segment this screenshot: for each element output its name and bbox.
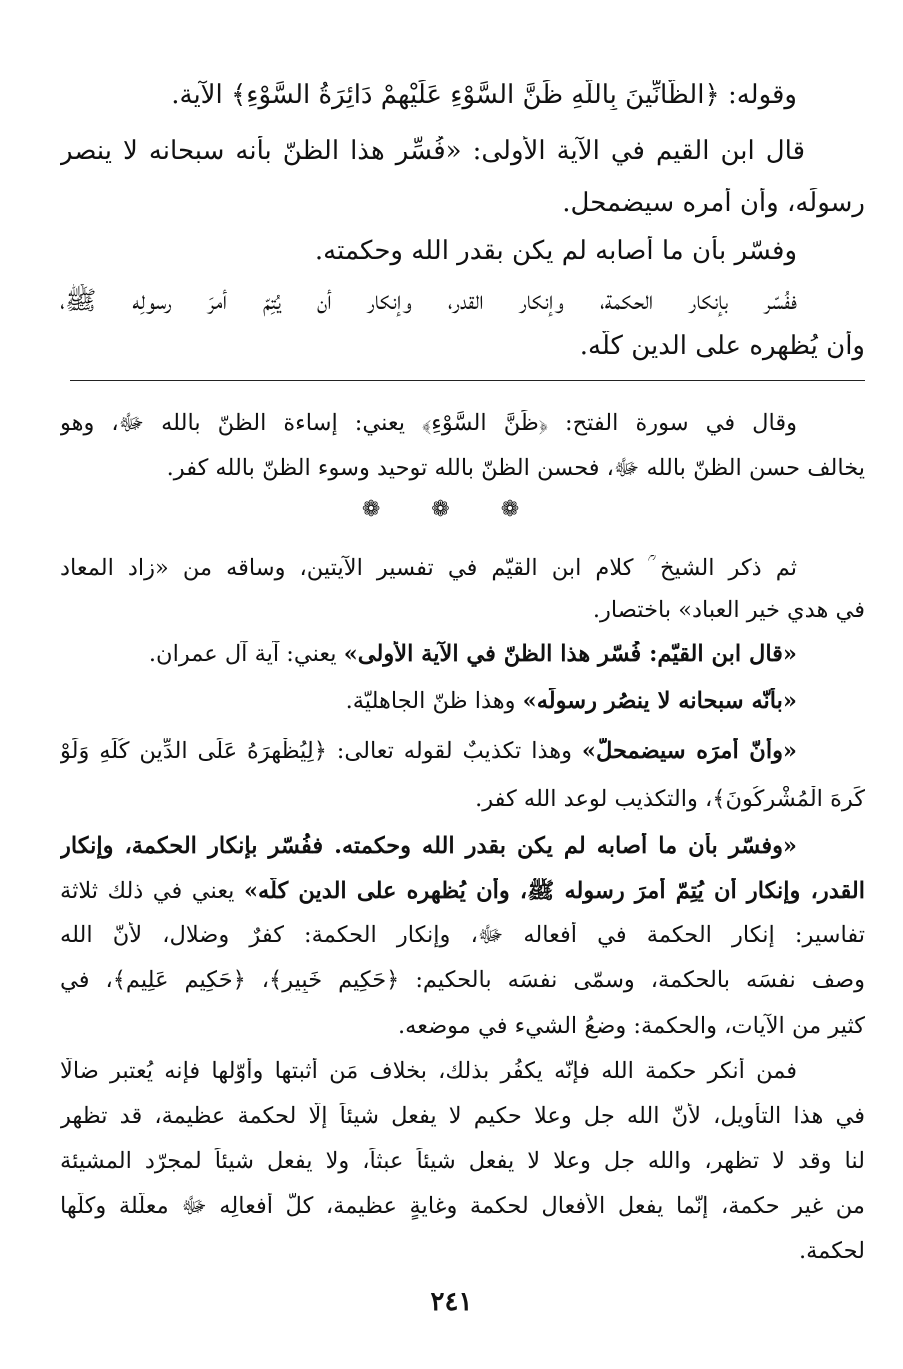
quoted-text: «بأنّه سبحانه لا ينصُر رسولَه» bbox=[522, 688, 797, 714]
text-line: ففُسّر بإنكار الحكمة، وإنكار القدر، وإنكار أن يُتِمّ أمرَ رسولِه ﷺ، bbox=[60, 286, 797, 316]
text-line: لنا وقد لا تظهر، والله جل وعلا لا يفعل شيئاً عبثاً، ولا يفعل شيئاً لمجرّد المشيئة bbox=[60, 1148, 865, 1174]
text-line: فمن أنكر حكمة الله فإنّه يكفُر بذلك، بخلاف مَن أثبتها وأوّلها فإنه يُعتبر ضالًّا bbox=[60, 1058, 797, 1084]
quoted-text: «وأنّ أمرَه سيضمحلّ» bbox=[581, 738, 797, 764]
text-line bbox=[60, 878, 865, 910]
text-line: وأن يُظهره على الدين كلّه. bbox=[579, 331, 865, 361]
text-line: وقوله: ﴿الظَّانِّينَ بِاللَّهِ ظَنَّ السَّوْءِ عَلَيْهِمْ دَائِرَةُ السَّوْءِ﴾ الآية. bbox=[171, 80, 797, 110]
commentary-text: يعني: آية آل عمران. bbox=[148, 641, 344, 667]
text-line: قال ابن القيم في الآية الأولى: «فُسِّر هذا الظنّ بأنه سبحانه لا ينصر bbox=[60, 136, 805, 166]
text-line: في هذا التأويل، لأنّ الله جل وعلا حكيم لا يفعل شيئاً إلّا لحكمة عظيمة، قد تظهر bbox=[60, 1103, 865, 1129]
text-line: في هدي خيرِ العباد» باختصار. bbox=[592, 597, 865, 623]
text-line bbox=[60, 738, 865, 764]
section-ornament: ❁ ❁ ❁ bbox=[361, 497, 542, 522]
text-line bbox=[60, 688, 865, 714]
text-line: لحكمة. bbox=[798, 1238, 865, 1264]
commentary-text: يعني في ذلك ثلاثة bbox=[60, 878, 244, 904]
footnote-line: يخالف حسن الظنّ بالله ﷻ، فحسن الظنّ بالله توحيد وسوء الظنّ بالله كفر. bbox=[166, 455, 865, 481]
text-line: رسولَه، وأن أمره سيضمحل. bbox=[562, 188, 865, 218]
text-line: كَرِهَ الْمُشْرِكُونَ﴾، والتكذيب لوعد الله كفر. bbox=[475, 786, 865, 812]
footnote-line: وقال في سورة الفتح: ﴿ظَنَّ السَّوْءِ﴾ يعني: إساءة الظنّ بالله ﷻ، وهو bbox=[60, 410, 797, 436]
quoted-text: «قال ابن القيّم: فُسّر هذا الظنّ في الآية الأولى» bbox=[343, 641, 797, 667]
page-number: ٢٤١ bbox=[430, 1287, 473, 1317]
text-line: ثم ذكر الشيخ ؒ كلام ابن القيّم في تفسيرِ الآيتين، وساقه من «زاد المعاد bbox=[60, 555, 797, 581]
text-line: تفاسير: إنكار الحكمة في أفعاله ﷻ، وإنكار الحكمة: كفرٌ وضلال، لأنّ الله bbox=[60, 922, 865, 948]
commentary-text: وهذا تكذيبٌ لقوله تعالى: ﴿لِيُظْهِرَهُ عَلَى الدِّينِ كُلِّهِ وَلَوْ bbox=[60, 738, 582, 764]
text-line: من غير حكمة، إنّما يفعل الأفعال لحكمة وغايةٍ عظيمة، كلُّ أفعالِه ﷻ معلَّلة وكلُّها bbox=[60, 1193, 865, 1219]
text-line: كثيرٍ من الآيات، والحكمة: وضعُ الشيء في موضعه. bbox=[398, 1013, 865, 1039]
text-line bbox=[60, 641, 865, 667]
quoted-text: القدر، وإنكار أن يُتِمّ أمرَ رسوله ﷺ، وأن يُظهره على الدين كلّه» bbox=[243, 878, 865, 904]
text-line: وفسّر بأن ما أصابه لم يكن بقدر الله وحكمته. bbox=[314, 236, 797, 266]
text-line: «وفسّر بأن ما أصابه لم يكن بقدر الله وحكمته. ففُسّر بإنكار الحكمة، وإنكار bbox=[60, 833, 797, 859]
commentary-text: وهذا ظنّ الجاهليّة. bbox=[345, 688, 523, 714]
footnote-divider bbox=[70, 380, 865, 381]
text-line: وصف نفسَه بالحكمة، وسمّى نفسَه بالحكيم: ﴿حَكِيمٍ خَبِيرٍ﴾، ﴿حَكِيمٍ عَلِيمٍ﴾، في bbox=[60, 967, 865, 993]
